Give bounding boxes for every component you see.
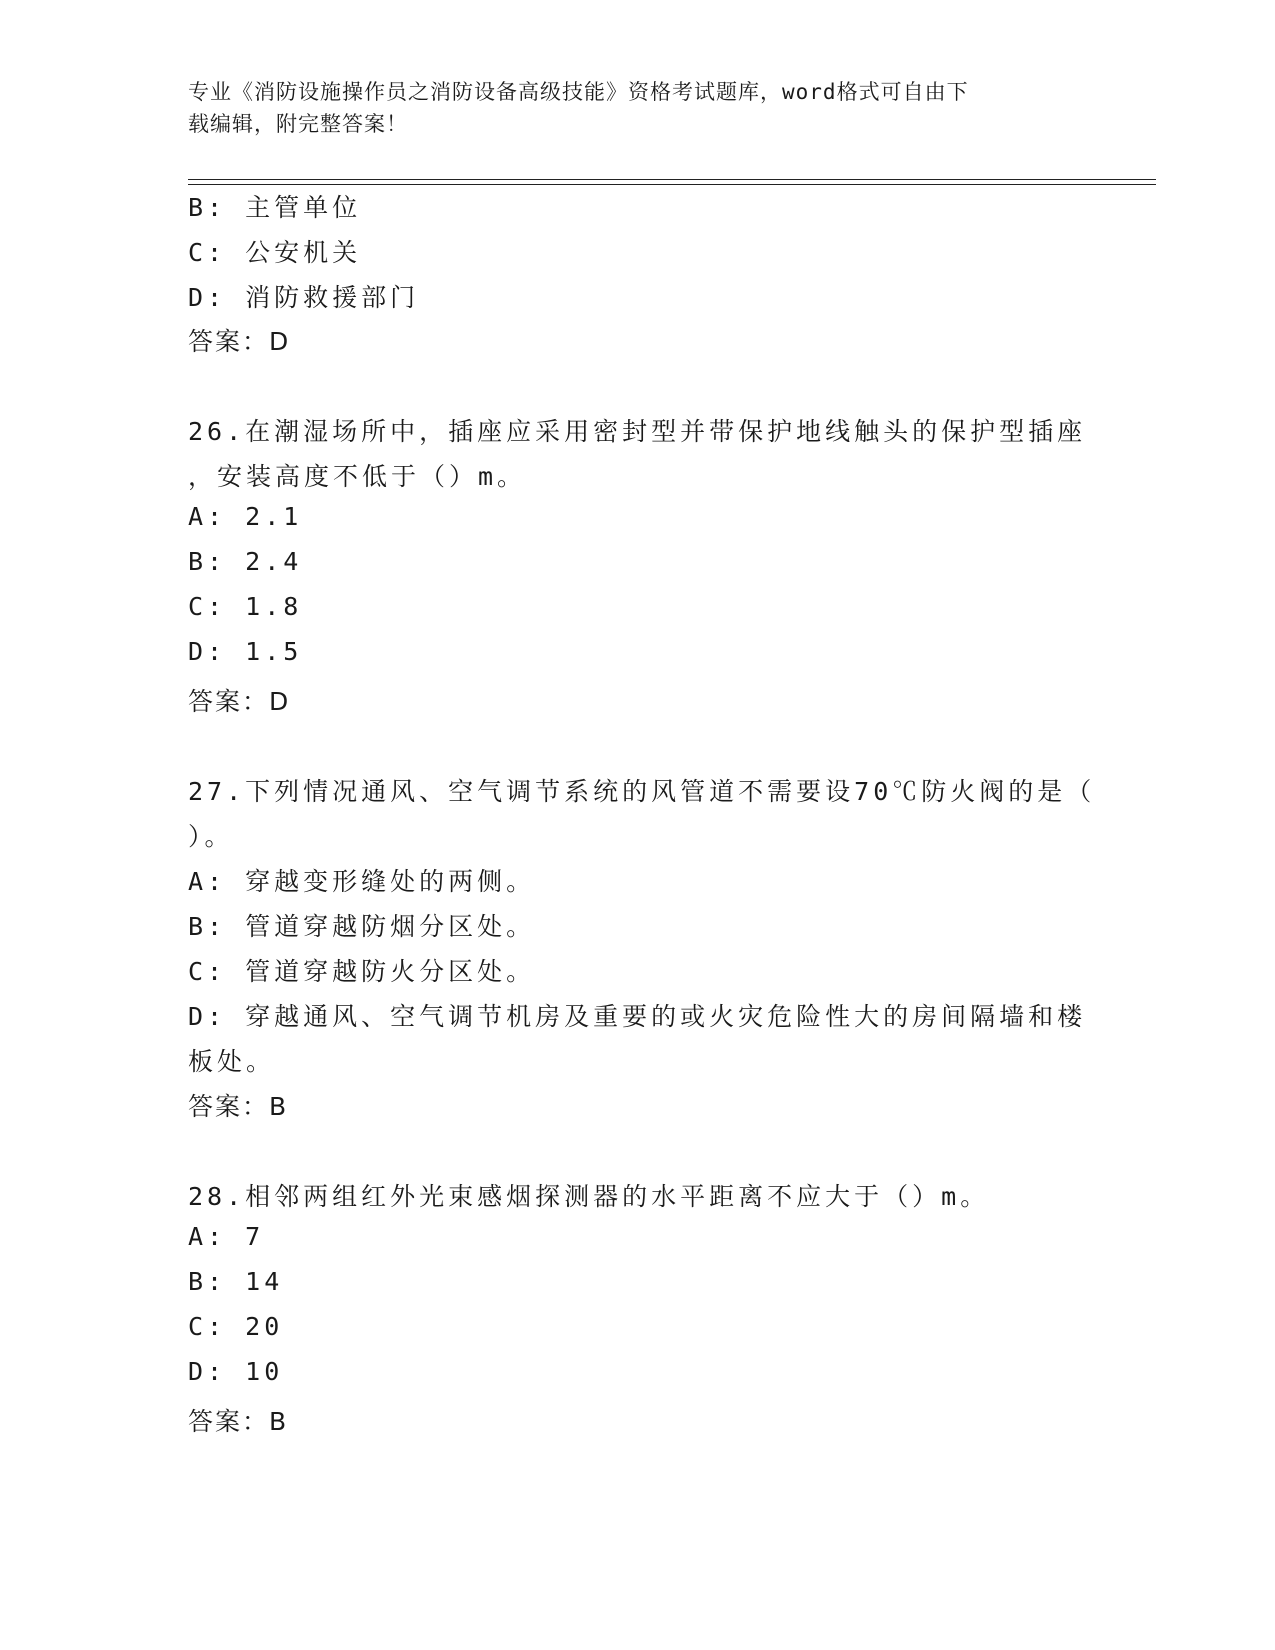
question-28-option-b: B: 14 — [188, 1267, 284, 1296]
header-line-2: 载编辑，附完整答案！ — [188, 112, 408, 136]
question-28-stem-line-1: 28.相邻两组红外光束感烟探测器的水平距离不应大于（）m。 — [188, 1182, 990, 1211]
question-26-option-a: A: 2.1 — [188, 502, 303, 531]
option-c: C: 公安机关 — [188, 238, 362, 267]
question-27-option-d-continued: 板处。 — [188, 1047, 276, 1076]
question-27-stem-line-1: 27.下列情况通风、空气调节系统的风管道不需要设70℃防火阀的是（ — [188, 777, 1096, 806]
question-27-option-a: A: 穿越变形缝处的两侧。 — [188, 867, 536, 896]
question-26-option-b: B: 2.4 — [188, 547, 303, 576]
header-divider-bottom — [188, 184, 1156, 185]
question-27-option-d: D: 穿越通风、空气调节机房及重要的或火灾危险性大的房间隔墙和楼 — [188, 1002, 1087, 1031]
header-divider-top — [188, 179, 1156, 180]
question-26-option-c: C: 1.8 — [188, 592, 303, 621]
question-27-answer: 答案：B — [188, 1092, 289, 1121]
question-27-stem-line-2: ）。 — [188, 822, 234, 851]
question-28-answer: 答案：B — [188, 1407, 289, 1436]
header-line-1: 专业《消防设施操作员之消防设备高级技能》资格考试题库，word格式可自由下 — [188, 80, 969, 104]
question-28-option-d: D: 10 — [188, 1357, 284, 1386]
question-27-option-b: B: 管道穿越防烟分区处。 — [188, 912, 536, 941]
question-26-stem-line-2: ，安装高度不低于（）m。 — [188, 462, 527, 491]
question-28-option-c: C: 20 — [188, 1312, 284, 1341]
option-d: D: 消防救援部门 — [188, 283, 420, 312]
question-27-option-c: C: 管道穿越防火分区处。 — [188, 957, 536, 986]
question-26-option-d: D: 1.5 — [188, 637, 303, 666]
question-26-answer: 答案：D — [188, 687, 291, 716]
answer-line: 答案：D — [188, 327, 291, 356]
question-26-stem-line-1: 26.在潮湿场所中，插座应采用密封型并带保护地线触头的保护型插座 — [188, 417, 1087, 446]
option-b: B: 主管单位 — [188, 193, 362, 222]
question-28-option-a: A: 7 — [188, 1222, 265, 1251]
document-header — [188, 76, 1088, 140]
